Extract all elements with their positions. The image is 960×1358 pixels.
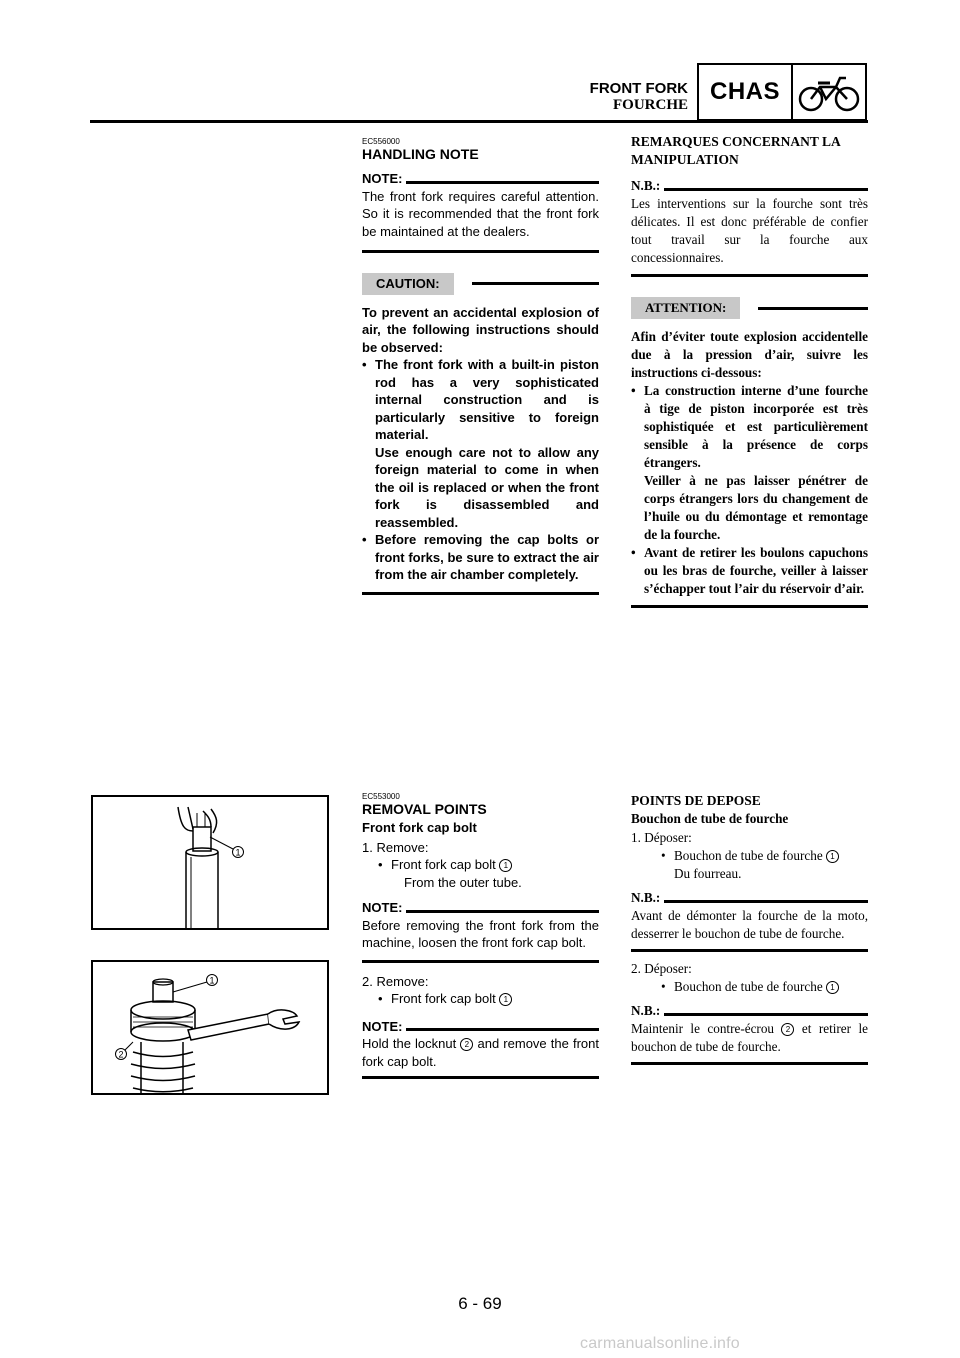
caution-label: ATTENTION: <box>631 297 740 319</box>
figure-2-illustration <box>93 962 327 1093</box>
step-2: 2. Remove: <box>362 973 429 989</box>
step-item-text: Bouchon de tube de fourche <box>674 979 823 994</box>
figure-locknut-wrench <box>91 960 329 1095</box>
heading-removal-points: REMOVAL POINTS <box>362 801 487 817</box>
note-label: N.B.: <box>631 890 661 905</box>
caution-item-extra: Veiller à ne pas laisser pénétrer de corps étrangers lors du changement de l’huile ou du démontage et remontage de la fourche. <box>644 473 868 542</box>
caution-item: • The front fork with a built-in piston rod has a very sophisticated internal construction and is particularly sensitive to foreign material. Use enough care not to allow any foreign material to come in when the oil is replaced or when the front fork is disassembled and reassembled. <box>362 357 599 530</box>
note-text <box>362 1035 599 1070</box>
callout-ref: 2 <box>460 1038 473 1051</box>
note-rule <box>664 1013 868 1016</box>
heading-remarques: REMARQUES CONCERNANT LA MANIPULATION <box>631 134 841 167</box>
step-item-text: Front fork cap bolt <box>391 991 496 1006</box>
caution-item: • La construction interne d’une fourche à tige de piston incorporée est très sophistiquée et est particulièrement sensible à la présence de corps étrangers. Veiller à ne pas laisser pénétrer de corps étrangers lors du changement de l’huile ou du démontage et remontage de la fourche. <box>631 383 868 542</box>
note-label: N.B.: <box>631 178 661 193</box>
caution-item-text: The front fork with a built-in piston rod has a very sophisticated internal construction and is particularly sensitive to foreign material. <box>375 357 599 442</box>
step-1-from: From the outer tube. <box>404 874 522 890</box>
header-title-fr: FOURCHE <box>613 97 688 113</box>
step-1: 1. Remove: <box>362 839 429 855</box>
step-2-item: • Bouchon de tube de fourche 1 <box>631 978 868 996</box>
header-rule <box>90 120 868 123</box>
section-label: CHAS <box>699 65 793 119</box>
note-rule <box>406 1028 599 1031</box>
step-2-item: • Front fork cap bolt 1 <box>362 990 599 1008</box>
callout-ref: 1 <box>499 993 512 1006</box>
note-end-rule <box>631 1062 868 1065</box>
caution-item: • Avant de retirer les boulons capuchons ou les bras de fourche, veiller à laisser s’échapper tout l’air du réservoir d’air. <box>631 545 868 596</box>
step-1-from: Du fourreau. <box>674 866 742 881</box>
caution-item: • Before removing the cap bolts or front forks, be sure to extract the air from the air chamber completely. <box>362 532 599 582</box>
caution-intro: Afin d’éviter toute explosion accidentelle due à la pression d’air, suivre les instructions ci-dessous: <box>631 329 868 380</box>
caution-item-text: Before removing the cap bolts or front forks, be sure to extract the air from the air chamber completely. <box>375 532 599 582</box>
note-end-rule <box>362 250 599 253</box>
note-end-rule <box>362 960 599 963</box>
section-badge <box>697 63 867 121</box>
note-header <box>362 170 599 188</box>
caution-body <box>631 328 868 598</box>
note-text: Avant de démonter la fourche de la moto, desserrer le bouchon de tube de fourche. <box>631 908 868 941</box>
note-header <box>362 1018 599 1036</box>
note-end-rule <box>631 274 868 277</box>
caution-header <box>362 273 599 295</box>
step-2: 2. Déposer: <box>631 961 692 976</box>
step-item-text: Front fork cap bolt <box>391 857 496 872</box>
subheading-bouchon: Bouchon de tube de fourche <box>631 811 789 826</box>
callout-1: 1 <box>235 847 241 858</box>
note-text: Before removing the front fork from the machine, loosen the front fork cap bolt. <box>362 917 599 950</box>
removal-section-en <box>362 792 599 1079</box>
note-label: NOTE: <box>362 171 403 186</box>
note-label: NOTE: <box>362 1018 403 1034</box>
note-text-part: and remove the front fork cap bolt. <box>362 1036 599 1069</box>
caution-item-extra: Use enough care not to allow any foreign material to come in when the oil is replaced or when the front fork is disassembled and reassembled. <box>375 444 599 530</box>
note-rule <box>664 900 868 903</box>
note-label: N.B.: <box>631 1003 661 1018</box>
heading-handling-note: HANDLING NOTE <box>362 146 479 162</box>
note-header <box>631 177 868 195</box>
caution-label: CAUTION: <box>362 273 454 295</box>
subheading-cap-bolt: Front fork cap bolt <box>362 820 477 835</box>
step-1-item: • Bouchon de tube de fourche 1 <box>631 847 868 865</box>
figure-1-illustration <box>93 797 327 928</box>
page-number: 6 - 69 <box>458 1294 502 1313</box>
handling-section-en <box>362 137 599 595</box>
callout-1: 1 <box>209 975 215 986</box>
removal-section-fr <box>631 792 868 1065</box>
section-code: EC553000 <box>362 792 400 801</box>
caution-rule <box>758 307 868 310</box>
caution-rule <box>472 282 599 285</box>
header-title-en: FRONT FORK <box>589 80 688 97</box>
handling-section-fr <box>631 133 868 608</box>
caution-end-rule <box>362 592 599 595</box>
note-end-rule <box>362 1076 599 1079</box>
figure-cap-bolt-hand <box>91 795 329 930</box>
caution-item-text: La construction interne d’une fourche à tige de piston incorporée est très sophistiquée et est particulièrement sensible à la présence de corps étrangers. <box>644 383 868 470</box>
caution-end-rule <box>631 605 868 608</box>
note-text: Les interventions sur la fourche sont très délicates. Il est donc préférable de confier tout travail sur la fourche aux concessionnaires. <box>631 196 868 265</box>
note-text-part: Maintenir le contre-écrou <box>631 1021 775 1036</box>
note-rule <box>406 910 599 913</box>
step-1: 1. Déposer: <box>631 830 692 845</box>
callout-ref: 1 <box>826 981 839 994</box>
note-header <box>631 889 868 907</box>
note-text: The front fork requires careful attention. So it is recommended that the front fork be maintained at the dealers. <box>362 188 599 239</box>
note-header <box>362 899 599 917</box>
note-header <box>631 1002 868 1020</box>
note-label: NOTE: <box>362 900 403 915</box>
note-text-part: et retirer le bouchon de tube de fourche. <box>631 1021 868 1054</box>
note-rule <box>406 181 599 184</box>
callout-2: 2 <box>118 1049 124 1060</box>
section-code: EC556000 <box>362 137 400 146</box>
caution-body <box>362 304 599 584</box>
watermark: carmanualsonline.info <box>580 1335 740 1352</box>
callout-ref: 1 <box>499 859 512 872</box>
step-1-item: • Front fork cap bolt 1 <box>362 856 599 874</box>
callout-ref: 2 <box>781 1023 794 1036</box>
caution-item-text: Avant de retirer les boulons capuchons ou les bras de fourche, veiller à laisser s’échapper tout l’air du réservoir d’air. <box>644 545 868 596</box>
callout-ref: 1 <box>826 850 839 863</box>
motorcycle-icon <box>793 65 865 119</box>
note-end-rule <box>631 949 868 952</box>
note-rule <box>664 188 868 191</box>
heading-points-de-depose: POINTS DE DEPOSE <box>631 793 761 808</box>
step-item-text: Bouchon de tube de fourche <box>674 848 823 863</box>
note-text-part: Hold the locknut <box>362 1036 457 1051</box>
caution-header <box>631 297 868 319</box>
caution-intro: To prevent an accidental explosion of air, the following instructions should be observed: <box>362 304 599 355</box>
note-text <box>631 1020 868 1056</box>
